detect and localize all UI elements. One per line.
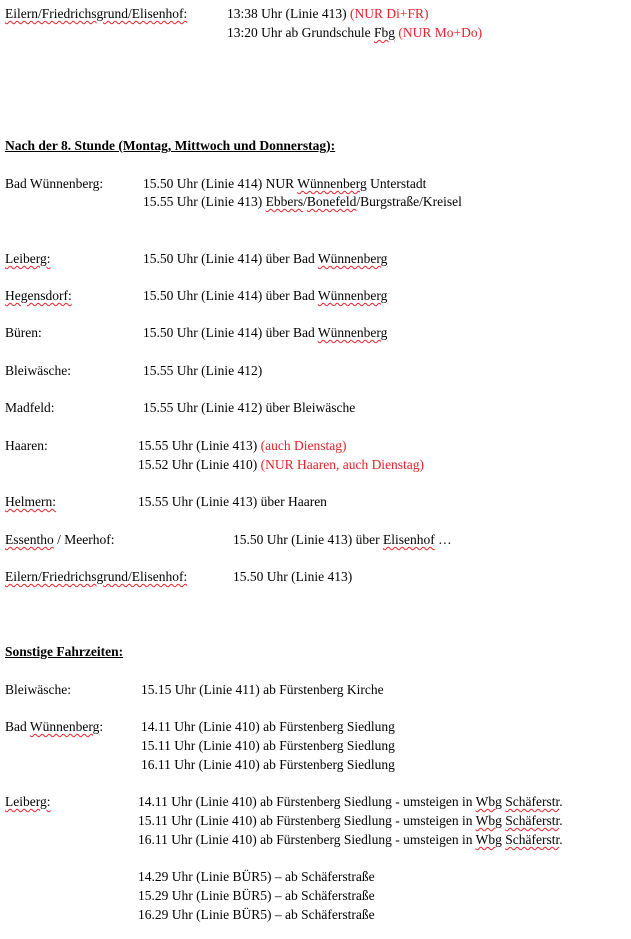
place-label: / Meerhof: <box>53 532 115 547</box>
time-text: 15.52 Uhr (Linie 410) <box>138 457 261 472</box>
place-essentho <box>5 531 114 548</box>
schedule-line: 15.55 Uhr (Linie 412) über Bleiwäsche <box>143 400 356 415</box>
time-text: 15.50 Uhr (Linie 414) über Bad <box>143 325 318 340</box>
schedule-line: 16.29 Uhr (Linie BÜR5) – ab Schäferstraße <box>138 907 375 922</box>
place-helmern <box>5 493 56 510</box>
period: . <box>559 813 563 828</box>
top-time-row-2 <box>227 24 482 41</box>
schedule-line <box>143 175 426 192</box>
place-label: Hegensdorf: <box>5 288 72 303</box>
place-haaren: Haaren: <box>5 438 48 453</box>
schedule-line: 14.11 Uhr (Linie 410) ab Fürstenberg Siedlung <box>141 719 395 734</box>
schedule-line <box>138 831 563 848</box>
stop-name: Schäferstr <box>505 794 560 809</box>
schedule-line: 15.55 Uhr (Linie 413) über Haaren <box>138 494 327 509</box>
separator: / <box>303 194 307 209</box>
time-text: 15.50 Uhr (Linie 413) über <box>233 532 383 547</box>
place-bleiwaesche: Bleiwäsche: <box>5 363 71 378</box>
stop-name: Schäferstr <box>505 832 560 847</box>
schedule-line: 15.55 Uhr (Linie 412) <box>143 363 263 378</box>
schedule-line <box>233 531 452 548</box>
schedule-line <box>138 793 563 810</box>
place-label: Essentho <box>5 532 54 547</box>
time-text: 16.11 Uhr (Linie 410) ab Fürstenberg Siedlung - umsteigen in <box>138 832 476 847</box>
place-bleiwaesche-other: Bleiwäsche: <box>5 682 71 697</box>
stop-name: Wbg <box>475 794 502 809</box>
schedule-line <box>138 812 563 829</box>
schedule-line: 14.29 Uhr (Linie BÜR5) – ab Schäferstraße <box>138 869 375 884</box>
schedule-line <box>143 324 387 341</box>
stop-name: Ebbers <box>265 194 304 209</box>
schedule-line: 16.11 Uhr (Linie 410) ab Fürstenberg Siedlung <box>141 757 395 772</box>
schedule-line <box>138 437 346 454</box>
place-bad-wuennenberg: Bad Wünnenberg: <box>5 176 104 191</box>
day-note: (auch Dienstag) <box>260 438 347 453</box>
place-label: Leiberg: <box>5 794 51 809</box>
school-abbrev: Fbg <box>373 25 395 40</box>
ellipsis: … <box>434 532 452 547</box>
schedule-line: 15.11 Uhr (Linie 410) ab Fürstenberg Siedlung <box>141 738 395 753</box>
time-text: 15.55 Uhr (Linie 413) <box>138 438 261 453</box>
stop-name: Wbg <box>475 832 502 847</box>
time-text: Unterstadt <box>366 176 427 191</box>
town-name: Wünnenberg <box>297 176 367 191</box>
time-text: 15.55 Uhr (Linie 413) <box>143 194 266 209</box>
town-name: Wünnenberg <box>317 325 388 340</box>
town-name: Wünnenberg <box>29 719 100 734</box>
top-place <box>5 5 187 22</box>
stop-name: Bonefeld <box>306 194 357 209</box>
place-hegensdorf <box>5 287 72 304</box>
schedule-line: 15.29 Uhr (Linie BÜR5) – ab Schäferstraße <box>138 888 375 903</box>
time-text: /Burgstraße/Kreisel <box>356 194 462 209</box>
schedule-line: 15.50 Uhr (Linie 413) <box>233 569 353 584</box>
time-text: 15.50 Uhr (Linie 414) NUR <box>143 176 298 191</box>
stop-name: Wbg <box>475 813 502 828</box>
town-name: Wünnenberg <box>317 251 388 266</box>
time-text: 15.50 Uhr (Linie 414) über Bad <box>143 251 318 266</box>
day-note: (NUR Haaren, auch Dienstag) <box>260 457 425 472</box>
time-text: 14.11 Uhr (Linie 410) ab Fürstenberg Siedlung - umsteigen in <box>138 794 476 809</box>
period: . <box>559 832 563 847</box>
top-time-row-1 <box>227 5 428 22</box>
schedule-line: 15.15 Uhr (Linie 411) ab Fürstenberg Kirche <box>141 682 384 697</box>
day-note: (NUR Di+FR) <box>349 6 429 21</box>
place-madfeld: Madfeld: <box>5 400 55 415</box>
time-text: 15.11 Uhr (Linie 410) ab Fürstenberg Siedlung - umsteigen in <box>138 813 476 828</box>
place-eilern <box>5 568 187 585</box>
section-heading-other-times: Sonstige Fahrzeiten: <box>5 644 124 659</box>
period: . <box>559 794 563 809</box>
schedule-line <box>143 250 387 267</box>
town-name: Wünnenberg <box>317 288 388 303</box>
schedule-line <box>143 193 462 210</box>
time-text: 15.50 Uhr (Linie 414) über Bad <box>143 288 318 303</box>
place-label: Bad <box>5 719 30 734</box>
place-leiberg <box>5 250 50 267</box>
time-text: 13:20 Uhr ab Grundschule <box>227 25 374 40</box>
schedule-line <box>143 287 387 304</box>
schedule-line <box>138 456 424 473</box>
place-bad-wuennenberg-other <box>5 718 103 735</box>
town-name: Elisenhof <box>382 532 435 547</box>
time-text: 13:38 Uhr (Linie 413) <box>227 6 347 21</box>
place-label: Leiberg: <box>5 251 51 266</box>
place-label: Eilern/Friedrichsgrund/Elisenhof: <box>5 569 188 584</box>
place-bueren: Büren: <box>5 325 42 340</box>
stop-name: Schäferstr <box>505 813 560 828</box>
place-label: Eilern/Friedrichsgrund/Elisenhof: <box>5 6 188 21</box>
colon: : <box>99 719 104 734</box>
place-label: Helmern: <box>5 494 56 509</box>
section-heading-8th-lesson: Nach der 8. Stunde (Montag, Mittwoch und Donnerstag): <box>5 138 336 153</box>
day-note: (NUR Mo+Do) <box>398 25 483 40</box>
place-leiberg-other <box>5 793 50 810</box>
